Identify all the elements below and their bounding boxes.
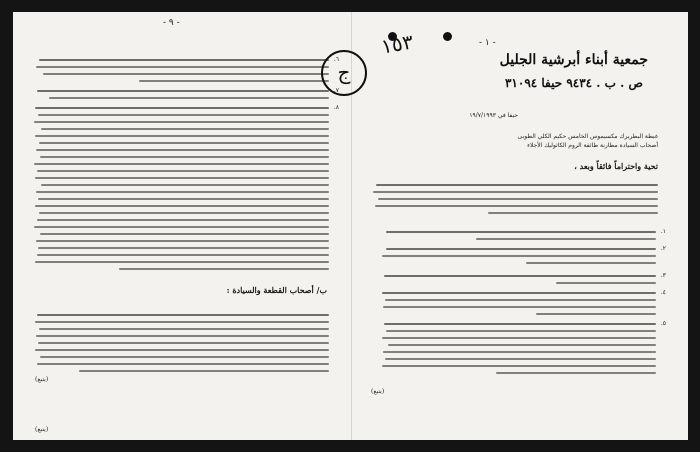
addressee-line: غبطة البطريرك مكسيموس الخامس حكيم الكلي الطوبى <box>517 133 658 140</box>
text-line <box>40 356 329 358</box>
text-line <box>40 156 329 158</box>
text-line <box>385 299 656 301</box>
po-box-address: ص . ب . ٩٤٣٤ حيفا ٣١٠٩٤ <box>504 76 643 90</box>
text-line <box>382 365 656 367</box>
text-line <box>37 90 329 92</box>
text-line <box>37 314 329 316</box>
text-line <box>36 66 329 68</box>
text-line <box>39 328 329 330</box>
page-number: - ١ - <box>479 38 496 48</box>
item-number: ٣. <box>660 272 666 279</box>
text-line <box>376 184 658 186</box>
text-line <box>384 323 656 325</box>
continued-mark: (يتبع) <box>371 388 385 395</box>
text-line <box>378 198 658 200</box>
text-line <box>382 255 656 257</box>
handwritten-circled-initial: ج <box>321 50 367 96</box>
text-line <box>39 142 329 144</box>
section-heading: ب/ أصحاب القطعة والسيادة : <box>226 285 327 295</box>
text-line <box>43 73 329 75</box>
punch-hole <box>443 32 452 41</box>
text-line <box>35 349 329 351</box>
text-line <box>388 344 656 346</box>
text-line <box>49 97 329 99</box>
scanned-document <box>13 12 688 440</box>
text-line <box>37 363 329 365</box>
text-line <box>119 268 329 270</box>
text-line <box>39 212 329 214</box>
addressee-line: أصحاب السيادة مطارنة طائفة الروم الكاثوليك الأجلاء <box>527 142 658 149</box>
text-line <box>36 191 329 193</box>
text-line <box>382 337 656 339</box>
text-line <box>41 128 329 130</box>
organization-name: جمعية أبناء أبرشية الجليل <box>499 52 648 68</box>
item-number: ١. <box>660 228 666 235</box>
handwritten-number: ١٥٣ <box>379 29 416 59</box>
text-line <box>375 205 658 207</box>
text-line <box>496 372 656 374</box>
text-line <box>35 261 329 263</box>
text-line <box>556 282 656 284</box>
text-line <box>35 135 329 137</box>
text-line <box>139 80 329 82</box>
text-line <box>37 254 329 256</box>
text-line <box>36 335 329 337</box>
date-line: حيفا في ١٩/٧/١٩٩٣ <box>469 112 518 119</box>
text-line <box>384 275 656 277</box>
page-number: - ٩ - <box>163 18 180 28</box>
item-number: ٧. <box>333 87 339 94</box>
text-line <box>386 231 656 233</box>
text-line <box>36 240 329 242</box>
text-line <box>35 177 329 179</box>
text-line <box>488 212 658 214</box>
text-line <box>37 170 329 172</box>
text-line <box>35 205 329 207</box>
text-line <box>526 262 656 264</box>
continued-mark: (يتبع) <box>35 376 49 383</box>
text-line <box>40 233 329 235</box>
text-line <box>373 191 658 193</box>
left-page <box>13 12 353 440</box>
text-line <box>38 114 329 116</box>
text-line <box>35 107 329 109</box>
item-number: ٢. <box>660 245 666 252</box>
text-line <box>382 292 656 294</box>
item-number: ٨. <box>333 104 339 111</box>
greeting: تحية واحتراماً فائقاً وبعد ، <box>574 161 658 171</box>
text-line <box>36 149 329 151</box>
item-number: ٤. <box>660 289 666 296</box>
text-line <box>34 163 329 165</box>
text-line <box>39 59 329 61</box>
text-line <box>385 358 656 360</box>
text-line <box>383 351 656 353</box>
text-line <box>37 219 329 221</box>
text-line <box>34 226 329 228</box>
item-number: ٦. <box>333 56 339 63</box>
text-line <box>536 313 656 315</box>
text-line <box>383 306 656 308</box>
text-line <box>38 247 329 249</box>
right-page <box>337 12 688 440</box>
text-line <box>476 238 656 240</box>
continued-mark: (يتبع) <box>35 426 49 433</box>
item-number: ٥. <box>660 320 666 327</box>
text-line <box>35 321 329 323</box>
text-line <box>386 330 656 332</box>
text-line <box>79 370 329 372</box>
text-line <box>38 342 329 344</box>
text-line <box>34 121 329 123</box>
text-line <box>38 198 329 200</box>
text-line <box>41 184 329 186</box>
text-line <box>386 248 656 250</box>
